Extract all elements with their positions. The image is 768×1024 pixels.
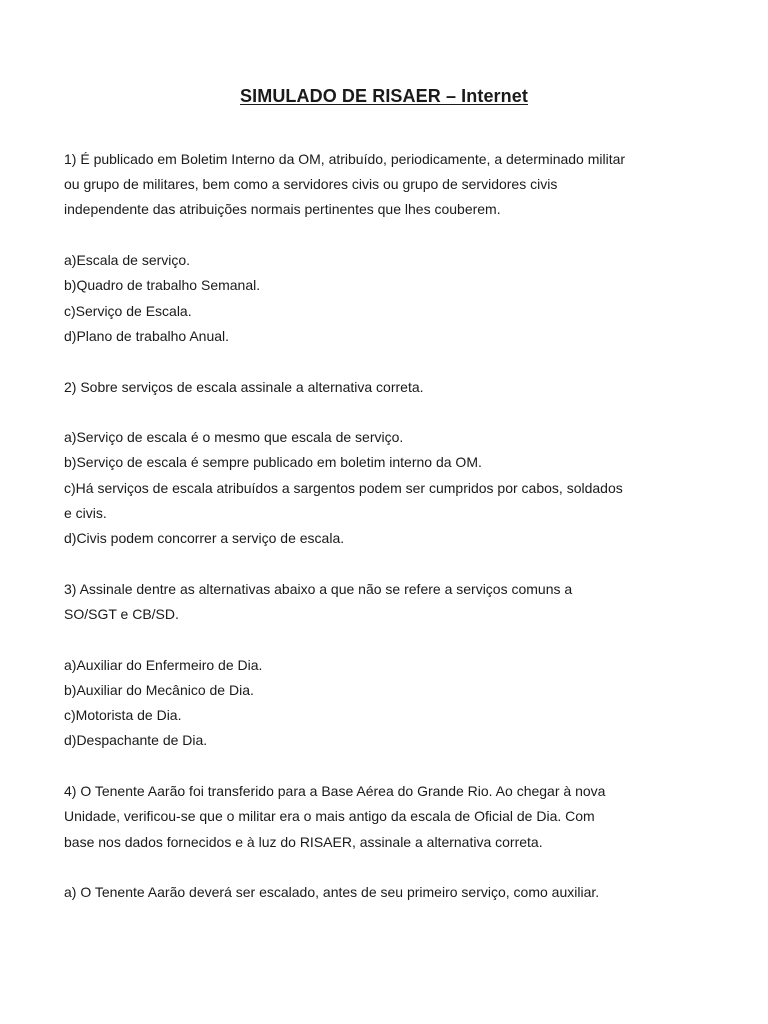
question-block [64,577,704,754]
answer-option [64,273,704,298]
answer-option-line: e civis. [64,504,107,521]
answer-option-line: a)Auxiliar do Enfermeiro de Dia. [64,656,263,673]
question-stem-line: SO/SGT e CB/SD. [64,606,179,622]
document-body [64,147,704,905]
answer-option [64,425,704,450]
answer-option-line: a) O Tenente Aarão deverá ser escalado, antes de seu primeiro serviço, como auxiliar. [64,884,600,901]
answer-option-line: c)Motorista de Dia. [64,707,182,724]
question-stem-line: 2) Sobre serviços de escala assinale a alternativa correta. [64,378,424,395]
paragraph-gap [64,349,704,375]
answer-option-line: c)Serviço de Escala. [64,302,192,319]
answer-option [64,324,704,349]
answer-option-line: b)Quadro de trabalho Semanal. [64,277,261,294]
answer-option [64,476,704,526]
answer-option [64,728,704,753]
paragraph-gap [64,754,704,780]
answer-option [64,450,704,475]
question-stem-line: 4) O Tenente Aarão foi transferido para a Base Aérea do Grande Rio. Ao chegar à nova [64,783,606,800]
question-stem-line: 3) Assinale dentre as alternativas abaixo a que não se refere a serviços comuns a [64,580,573,597]
question-stem-line: base nos dados fornecidos e à luz do RISAER, assinale a alternativa correta. [64,833,543,850]
question-stem-line: independente das atribuições normais pertinentes que lhes couberem. [64,201,501,218]
answer-option-line: d)Plano de trabalho Anual. [64,327,230,344]
question-stem-line: ou grupo de militares, bem como a servidores civis ou grupo de servidores civis [64,176,558,193]
answer-option-line: d)Civis podem concorrer a serviço de escala. [64,530,345,547]
answer-option [64,678,704,703]
question-stem-line: 1) É publicado em Boletim Interno da OM, atribuído, periodicamente, a determinado militar [64,151,626,167]
answer-option-line: b)Auxiliar do Mecânico de Dia. [64,681,254,698]
answer-option [64,653,704,678]
answer-option-line: b)Serviço de escala é sempre publicado em boletim interno da OM. [64,454,482,471]
question-block [64,375,704,552]
answer-option [64,703,704,728]
paragraph-gap [64,551,704,577]
document-title: SIMULADO DE RISAER – Internet [240,86,528,106]
answer-option [64,248,704,273]
paragraph-gap [64,855,704,881]
question-stem-line: Unidade, verificou-se que o militar era o mais antigo da escala de Oficial de Dia. Com [64,808,595,825]
answer-option [64,526,704,551]
answer-option-line: c)Há serviços de escala atribuídos a sargentos podem ser cumpridos por cabos, soldados [64,479,623,496]
answer-option-line: a)Serviço de escala é o mesmo que escala de serviço. [64,429,404,446]
paragraph-gap [64,400,704,426]
answer-option-line: d)Despachante de Dia. [64,732,208,749]
paragraph-gap [64,627,704,653]
paragraph-gap [64,223,704,249]
question-block [64,147,704,349]
answer-option [64,880,704,905]
answer-option [64,299,704,324]
answer-option-line: a)Escala de serviço. [64,252,191,269]
question-block [64,779,704,905]
